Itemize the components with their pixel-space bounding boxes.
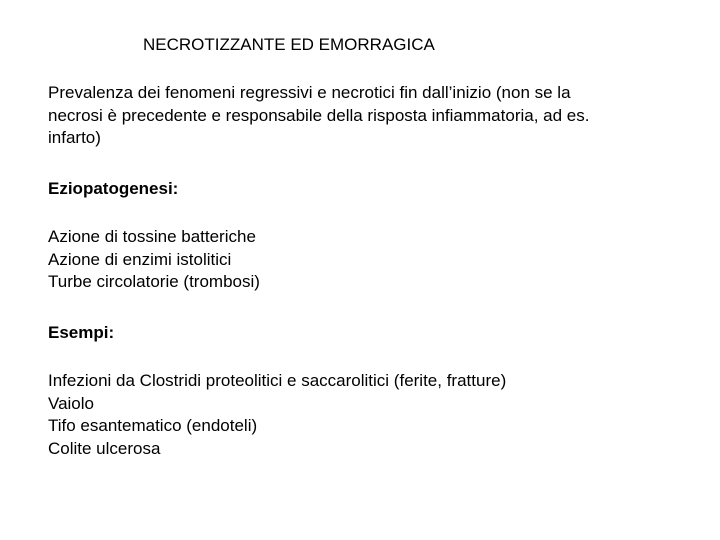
examples-list <box>48 370 708 460</box>
examples-heading: Esempi: <box>48 323 115 342</box>
list-item: Infezioni da Clostridi proteolitici e saccarolitici (ferite, fratture) <box>48 371 507 390</box>
intro-line: infarto) <box>48 128 101 147</box>
list-item: Vaiolo <box>48 393 94 413</box>
list-item: Azione di enzimi istolitici <box>48 249 232 269</box>
list-item: Turbe circolatorie (trombosi) <box>48 272 260 291</box>
etiopathogenesis-list <box>48 226 708 294</box>
list-item: Colite ulcerosa <box>48 438 161 458</box>
etiopathogenesis-heading: Eziopatogenesi: <box>48 179 179 198</box>
intro-paragraph <box>48 82 708 150</box>
slide-title: NECROTIZZANTE ED EMORRAGICA <box>143 35 435 54</box>
intro-line: necrosi è precedente e responsabile della risposta infiammatoria, ad es. <box>48 105 590 125</box>
intro-line: Prevalenza dei fenomeni regressivi e necrotici fin dall’inizio (non se la <box>48 83 571 102</box>
list-item: Azione di tossine batteriche <box>48 227 256 246</box>
list-item: Tifo esantematico (endoteli) <box>48 416 258 435</box>
